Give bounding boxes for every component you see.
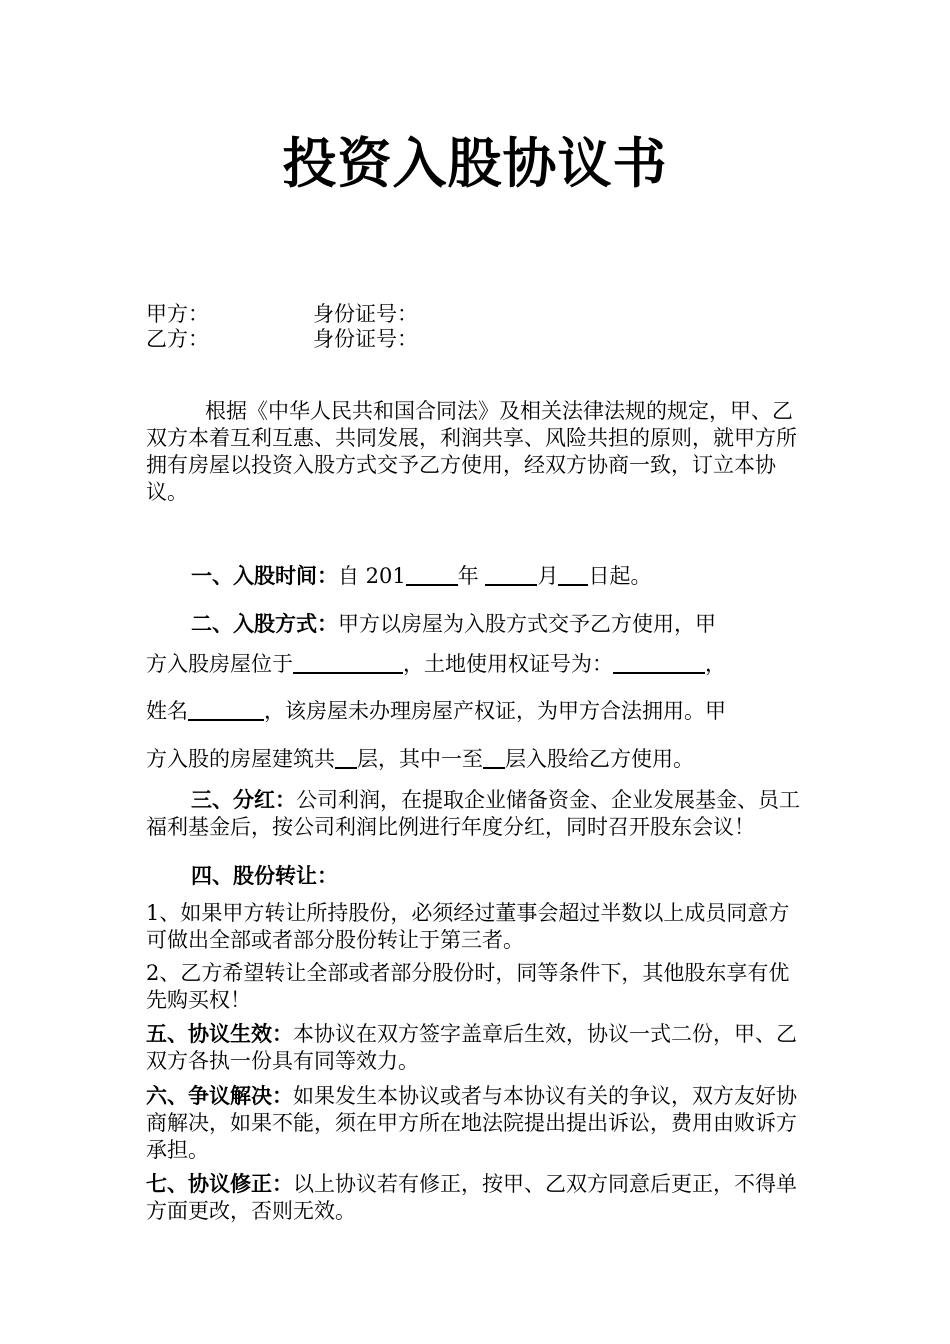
section-5-heading: 五、协议生效： [146,1021,293,1046]
section-2-line-3-a: 姓名 [146,699,188,723]
section-2-heading: 二、入股方式： [191,611,338,636]
section-3-text: 公司利润，在提取企业储备资金、企业发展基金、员工福利基金后，按公司利润比例进行年度分红，同时召开股东会议！ [146,788,800,839]
floors-used-blank [483,746,505,769]
section-2-line-1-text: 甲方以房屋为入股方式交予乙方使用，甲 [338,612,716,636]
section-4-item-1: 1、如果甲方转让所持股份，必须经过董事会超过半数以上成员同意方可做出全部或者部分股份转让于第三者。 [146,901,790,952]
month-blank [485,563,537,586]
section-1-text-b: 年 [457,564,486,588]
section-2-line-4-a: 方入股的房屋建筑共 [146,747,335,771]
year-blank [406,563,458,586]
section-2-line-2-b: ，土地使用权证号为： [403,652,613,676]
section-5-paragraph [146,1020,806,1075]
section-2-line-4 [146,746,694,773]
section-2-line-4-b: 层，其中一至 [357,747,483,771]
preamble-paragraph: 根据《中华人民共和国合同法》及相关法律法规的规定，甲、乙双方本着互利互惠、共同发展，利润共享、风险共担的原则，就甲方所拥有房屋以投资入股方式交予乙方使用，经双方协商一致，订立本协议。 [146,399,797,504]
section-2-line-3 [146,698,726,725]
section-7-heading: 七、协议修正： [146,1171,293,1196]
section-7-text: 以上协议若有修正，按甲、乙双方同意后更正，不得单方面更改，否则无效。 [146,1172,797,1223]
section-1-heading: 一、入股时间： [191,563,338,588]
section-1-text-d: 日起。 [588,564,652,588]
section-2-line-2 [146,651,726,678]
section-6-paragraph [146,1082,806,1164]
section-1-text-c: 月 [537,564,559,588]
document-title: 投资入股协议书 [282,132,668,195]
party-a-id-label: 身份证号： [313,302,418,326]
section-6-text: 如果发生本协议或者与本协议有关的争议，双方友好协商解决，如果不能，须在甲方所在地法院提出提出诉讼，费用由败诉方承担。 [146,1084,797,1162]
party-b-id-label: 身份证号： [313,327,418,351]
section-2-line-2-a: 方入股房屋位于 [146,652,293,676]
section-1-paragraph [191,562,651,590]
section-7-paragraph [146,1170,806,1225]
section-3-paragraph [146,786,806,841]
day-blank [558,563,588,586]
section-2-line-1 [191,610,716,638]
section-4-item-2: 2、乙方希望转让全部或者部分股份时，同等条件下，其他股东享有优先购买权！ [146,961,790,1012]
section-2-line-2-c: ， [705,652,726,676]
party-b-label: 乙方： [146,327,209,351]
section-1-text-a: 自 201 [338,564,406,588]
land-cert-blank [613,651,705,674]
section-3-heading: 三、分红： [191,787,296,812]
location-blank [293,651,403,674]
floors-total-blank [335,746,357,769]
section-2-line-4-c: 层入股给乙方使用。 [505,747,694,771]
section-2-line-3-b: ，该房屋未办理房屋产权证，为甲方合法拥用。甲 [264,699,726,723]
section-4-heading: 四、股份转让： [191,863,338,888]
section-5-text: 本协议在双方签字盖章后生效，协议一式二份，甲、乙双方各执一份具有同等效力。 [146,1022,797,1073]
name-blank [188,698,264,721]
section-6-heading: 六、争议解决： [146,1083,293,1108]
party-a-label: 甲方： [146,302,209,326]
